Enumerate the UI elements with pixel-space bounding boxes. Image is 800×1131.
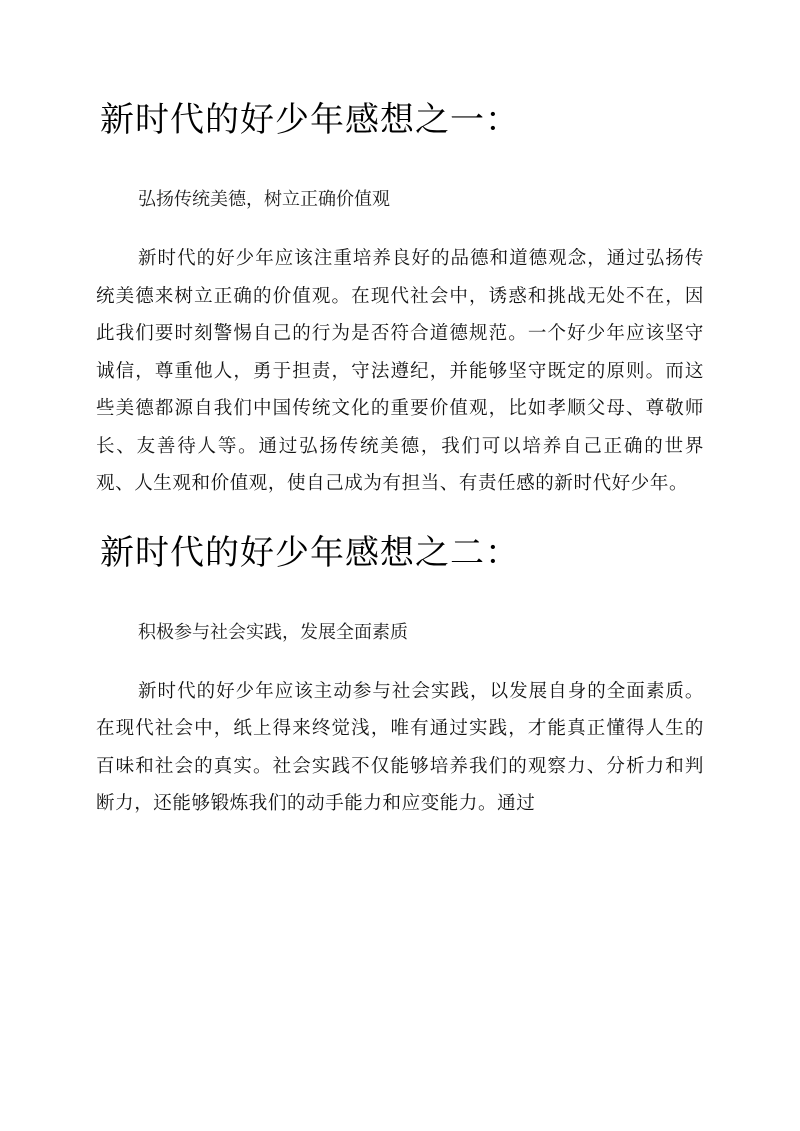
section-heading: 新时代的好少年感想之二： (100, 532, 520, 573)
section-1 (96, 88, 704, 503)
section-subtitle: 弘扬传统美德，树立正确价值观 (138, 189, 390, 210)
section-2 (96, 521, 704, 823)
section-subtitle: 积极参与社会实践，发展全面素质 (138, 621, 408, 643)
section-heading: 新时代的好少年感想之一： (100, 100, 520, 140)
section-paragraph: 新时代的好少年应该注重培养良好的品德和道德观念，通过弘扬传统美德来树立正确的价值观。在现代社会中，诱惑和挑战无处不在，因此我们要时刻警惕自己的行为是否符合道德规范。一个好少年应该坚守诚信，尊重他人，勇于担责，守法遵纪，并能够坚守既定的原则。而这些美德都源自我们中国传统文化的重要价值观，比如孝顺父母、尊敬师长、友善待人等。通过弘扬传统美德，我们可以培养自己正确的世界观、人生观和价值观，使自己成为有担当、有责任感的新时代好少年。 (96, 248, 704, 494)
section-paragraph: 新时代的好少年应该主动参与社会实践，以发展自身的全面素质。在现代社会中，纸上得来终觉浅，唯有通过实践，才能真正懂得人生的百味和社会的真实。社会实践不仅能够培养我们的观察力、分析力和判断力，还能够锻炼我们的动手能力和应变能力。通过 (96, 680, 704, 814)
